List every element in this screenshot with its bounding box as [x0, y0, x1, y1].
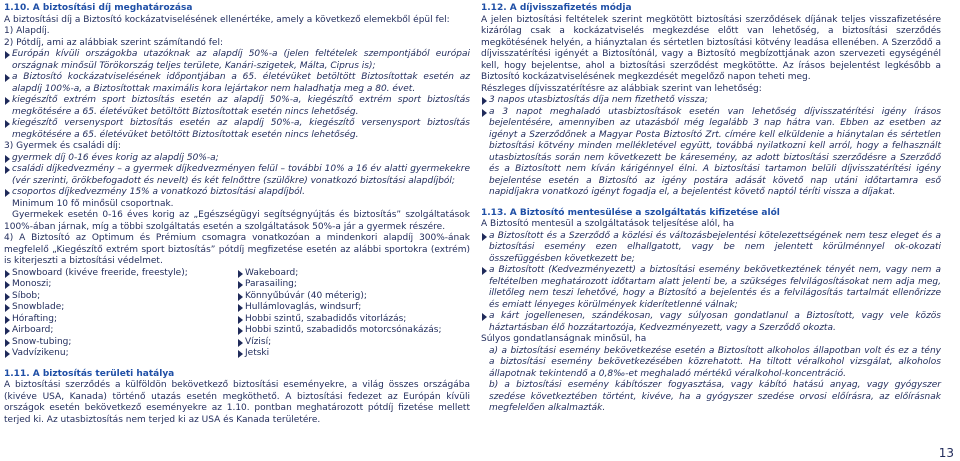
- sport-item-text: Síbob;: [12, 290, 41, 301]
- list-item: [481, 231, 941, 266]
- triangle-bullet-icon: [5, 120, 10, 128]
- paragraph: A biztosítási szerződés a külföldön bekövetkező biztosítási eseményekre, a világ összes országába (kivéve USA, Kanada) történő utazás esetén megköthető. A biztosítási fedezet az Európán kívüli országok esetén bekövetkező eseményekre az 1.10. pontban meghatározott pótdíj fizetése mellett terjed ki. Az utasbiztosítás nem terjed ki az USA és Kanada területére.: [4, 380, 470, 425]
- sport-item-text: Könnyűbúvár (40 méterig);: [245, 290, 367, 301]
- sport-item-text: Wakeboard;: [245, 267, 299, 278]
- list-item: [4, 95, 470, 118]
- heading-1-11: 1.11. A biztosítás területi hatálya: [4, 368, 175, 379]
- paragraph: 2) Pótdíj, ami az alábbiak szerint számítandó fel:: [4, 37, 223, 48]
- triangle-bullet-icon: [238, 339, 243, 347]
- triangle-bullet-icon: [238, 327, 243, 335]
- paragraph: 1) Alapdíj.: [4, 26, 50, 36]
- sport-item: [4, 325, 237, 337]
- list-item-text: Európán kívüli országokba utazóknak az alapdíj 50%-a (jelen feltételek szempontjából európai országnak minősül Törökország teljes területe, Kanári-szigetek, Málta, Ciprus is);: [12, 49, 470, 71]
- sport-item: [4, 314, 237, 326]
- sport-item-text: Hobbi szintű, szabadidős vitorlázás;: [245, 313, 407, 324]
- paragraph: A jelen biztosítási feltételek szerint megkötött biztosítási szerződések díjának teljes visszafizetésére kizárólag csak a kockázatviselés megkezdése előtt van lehetőség, a biztosítási szerződés megkötésének helyén, a hiányztalan és sértetlen biztosítási kötvény leadása ellenében. A Szerződő a díjvisszatérítési igényét a Biztosítónál, vagy a Biztosító megbízottjának azon szervezeti egységénél kell, hogy bejelentse, ahol a biztosítási szerződést megkötötte. Az írásos bejelentést legkésőbb a Biztosító kockázatviselésének megkezdését megelőző napon teheti meg.: [481, 14, 941, 82]
- extreme-sports-list: [4, 268, 470, 360]
- sport-item: [4, 348, 237, 360]
- list-item: [481, 265, 941, 311]
- sport-item-text: Vízisí;: [245, 336, 272, 347]
- list-item-text: csoportos díjkedvezmény 15% a vonatkozó biztosítási alapdíjból.: [12, 187, 306, 197]
- list-item: [4, 153, 470, 165]
- page-number: 13: [938, 445, 954, 460]
- list-item: [481, 107, 941, 199]
- list-item-text: a kárt jogellenesen, szándékosan, vagy súlyosan gondatlanul a Biztosított, vagy vele közös háztartásban élő hozzátartozója, Kedvezményezett, vagy a Szerződő okozta.: [489, 311, 941, 333]
- paragraph: Súlyos gondatlanságnak minősül, ha: [481, 334, 647, 344]
- sport-item-text: Vadvízikenu;: [12, 348, 69, 358]
- paragraph: Részleges díjvisszatérítésre az alábbiak szerint van lehetőség:: [481, 83, 762, 94]
- list-item: [481, 95, 941, 107]
- heading-1-13: 1.13. A Biztosító mentesülése a szolgáltatás kifizetése alól: [481, 207, 780, 218]
- sport-item-text: Snowboard (kivéve freeride, freestyle);: [12, 267, 188, 278]
- right-column: [481, 3, 941, 415]
- sport-item: [4, 268, 237, 280]
- triangle-bullet-icon: [5, 350, 10, 358]
- triangle-bullet-icon: [238, 281, 243, 289]
- sport-item: [237, 348, 470, 360]
- triangle-bullet-icon: [5, 339, 10, 347]
- triangle-bullet-icon: [5, 327, 10, 335]
- list-item-text: kiegészítő versenysport biztosítás esetén az alapdíj 50%-a, kiegészítő versenysport biztosítás megkötésére a 65. életévüket betöltött Biztosítottak esetén nincs lehetőség.: [12, 118, 470, 140]
- list-item: [481, 311, 941, 334]
- triangle-bullet-icon: [5, 281, 10, 289]
- list-item: [4, 118, 470, 141]
- sport-item-text: Hobbi szintű, szabadidős motorcsónakázás;: [245, 325, 442, 335]
- triangle-bullet-icon: [238, 304, 243, 312]
- sport-item: [237, 314, 470, 326]
- triangle-bullet-icon: [5, 166, 10, 174]
- triangle-bullet-icon: [238, 293, 243, 301]
- sport-item-text: Snow-tubing;: [12, 336, 72, 347]
- sport-item: [237, 291, 470, 303]
- paragraph: A biztosítási díj a Biztosító kockázatviselésének ellenértéke, amely a következő elemekből épül fel:: [4, 14, 450, 25]
- triangle-bullet-icon: [238, 350, 243, 358]
- triangle-bullet-icon: [5, 270, 10, 278]
- sport-item: [237, 337, 470, 349]
- list-item-text: gyermek díj 0-16 éves korig az alapdíj 50%-a;: [12, 152, 219, 163]
- list-item-text: a Biztosított (Kedvezményezett) a biztosítási esemény bekövetkeztének tényét nem, vagy nem a feltételben meghatározott időtartam alatt jelenti be, a szükséges felvilágosításokat nem adja meg, illetőleg nem teszi lehetővé, hogy a Biztosító a bejelentés és a felvilágosítás tartalmát ellenőrizze és emiatt lényeges körülmények kiderítetlenné válnak;: [489, 265, 941, 310]
- left-column: [4, 3, 470, 426]
- sport-item: [237, 325, 470, 337]
- sport-item: [4, 279, 237, 291]
- paragraph: 4) A Biztosító az Optimum és Prémium csomagra vonatkozóan a mindenkori alapdíj 300%-ának megfelelő „Kiegészítő extrém sport biztosítás” pótdíj megfizetése esetén az alábbi sportokra (extrém) is kiterjeszti a biztosítási védelmet.: [4, 233, 470, 266]
- triangle-bullet-icon: [5, 189, 10, 197]
- paragraph: Minimum 10 fő minősül csoportnak.: [12, 198, 174, 209]
- paragraph: a) a biztosítási esemény bekövetkezése esetén a Biztosított alkoholos állapotban volt és ez a tény a biztosítási esemény bekövetkezésében közrehatott. Ha tiltott véralkohol vizsgálat, alkoholos állapotnak tekintendő a 0,8‰-et meghaladó mértékű véralkohol-koncentráció.: [489, 345, 941, 379]
- triangle-bullet-icon: [5, 51, 10, 59]
- list-item-text: kiegészítő extrém sport biztosítás esetén az alapdíj 50%-a, kiegészítő extrém sport biztosítás megkötésére a 65. életévüket betöltött Biztosítottak esetén nincs lehetőség.: [12, 95, 470, 117]
- list-item-text: a Biztosító kockázatviselésének időpontjában a 65. életévüket betöltött Biztosítottak esetén az alapdíj 100%-a, a Biztosítottak maximális kora lejártakor nem haladhatja meg a 80. évet.: [12, 72, 470, 94]
- sport-item-text: Jetski: [245, 348, 270, 358]
- sport-item: [4, 302, 237, 314]
- paragraph: Gyermekek esetén 0-16 éves korig az „Egészségügyi segítségnyújtás és biztosítás” szolgáltatások 100%-ában járnak, míg a többi szolgáltatás esetén a szolgáltatások 50%-a jár a gyermek részére.: [4, 210, 470, 232]
- heading-1-10: 1.10. A biztosítási díj meghatározása: [4, 3, 193, 13]
- paragraph: b) a biztosítási esemény kábítószer fogyasztása, vagy kábító hatású anyag, vagy gyógyszer szedése következtében történt, kivéve, ha a gyógyszer szedése orvosi előírásra, az előírásnak megfelelően alkalmazták.: [489, 380, 941, 413]
- triangle-bullet-icon: [5, 97, 10, 105]
- list-item-text: a 3 napot meghaladó utasbiztosítások esetén van lehetőség díjvisszatérítési igény írásos bejelentésére, amennyiben az utazásból még legalább 3 nap hátra van. Ebben az esetben az igényt a Szerződőnek a Magyar Posta Biztosító Zrt. címére kell elküldenie a hiánytalan és sértetlen biztosítási kötvény minden mellékletével együtt, továbbá nyilatkozni kell arról, hogy a felhasznált utasbiztosítás során nem következett be káresemény, az adott biztosítási szerződésre a Szerződő és a Biztosított nem kíván kárigénnyel élni. A biztosítási tartamon belüli díjvisszatérítési igény bejelentése esetén a Biztosító az igény postára adását követő nap utáni időtartamra eső napidíjakra vonatkozó igényt fogadja el, a bejelentést követő naptól téríti vissza a díjakat.: [489, 106, 941, 197]
- sports-column-b: [237, 268, 470, 360]
- triangle-bullet-icon: [5, 304, 10, 312]
- paragraph: 3) Gyermek és családi díj:: [4, 141, 121, 151]
- list-item-text: a Biztosított és a Szerződő a közlési és változásbejelentési kötelezettségének nem tesz eleget és a biztosítási esemény ezen elhallgatott, vagy be nem jelentett körülménnyel ok-okozati összefüggésben következett be;: [489, 230, 941, 264]
- sport-item: [237, 279, 470, 291]
- sport-item: [4, 291, 237, 303]
- triangle-bullet-icon: [5, 155, 10, 163]
- sport-item-text: Parasailing;: [245, 279, 297, 289]
- list-item-text: 3 napos utasbiztosítás díja nem fizethető vissza;: [489, 95, 708, 105]
- list-item-text: családi díjkedvezmény – a gyermek díjkedvezményen felül – további 10% a 16 év alatti gyermekekre (vér szerinti, örökbefogadott és nevelt) és két felnőttre (szülőkre) vonatkozó biztosítási alapdíjból;: [12, 164, 470, 186]
- triangle-bullet-icon: [482, 233, 487, 241]
- triangle-bullet-icon: [5, 74, 10, 82]
- sport-item-text: Hórafting;: [12, 313, 57, 324]
- sport-item-text: Hullámlovaglás, windsurf;: [245, 302, 362, 312]
- list-item: [4, 72, 470, 95]
- triangle-bullet-icon: [238, 316, 243, 324]
- list-item: [4, 187, 470, 199]
- list-item: [4, 164, 470, 187]
- triangle-bullet-icon: [238, 270, 243, 278]
- sport-item: [4, 337, 237, 349]
- triangle-bullet-icon: [5, 293, 10, 301]
- sports-column-a: [4, 268, 237, 360]
- sport-item-text: Snowblade;: [12, 302, 65, 312]
- sport-item: [237, 268, 470, 280]
- triangle-bullet-icon: [482, 109, 487, 117]
- heading-1-12: 1.12. A díjvisszafizetés módja: [481, 3, 632, 13]
- list-item: [4, 49, 470, 72]
- triangle-bullet-icon: [5, 316, 10, 324]
- sport-item: [237, 302, 470, 314]
- sport-item-text: Airboard;: [12, 325, 54, 335]
- triangle-bullet-icon: [482, 313, 487, 321]
- triangle-bullet-icon: [482, 267, 487, 275]
- sport-item-text: Monoszi;: [12, 279, 52, 289]
- triangle-bullet-icon: [482, 97, 487, 105]
- paragraph: A Biztosító mentesül a szolgáltatások teljesítése alól, ha: [481, 219, 735, 229]
